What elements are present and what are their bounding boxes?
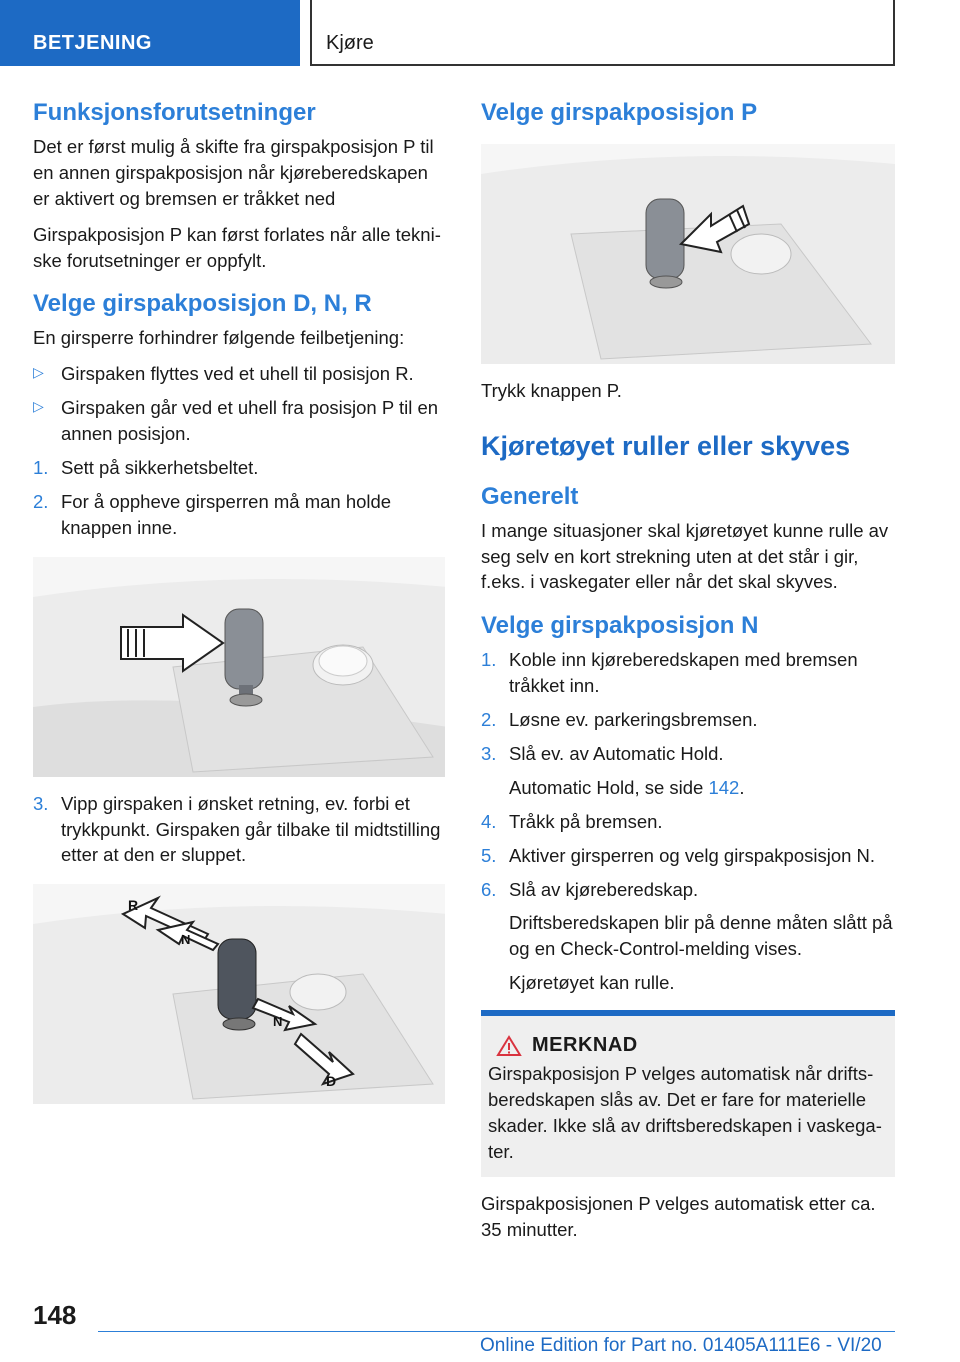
header-section-tab: BETJENING [0, 0, 300, 66]
bullet-item [33, 361, 445, 387]
step-text: Løsne ev. parkeringsbremsen. [509, 709, 758, 731]
step-number: 2. [33, 490, 49, 512]
heading-vehicle-rolls: Kjøretøyet ruller eller skyves [481, 430, 851, 461]
heading-general: Generelt [481, 482, 579, 510]
heading-select-n: Velge girspakposisjon N [481, 612, 759, 640]
step-number: 1. [481, 649, 497, 671]
page-number: 148 [33, 1300, 77, 1330]
bullet-text: Girspaken går ved et uhell fra posisjon P til en annen posisjon. [61, 397, 439, 445]
notice-box [481, 1010, 895, 1177]
step-text: For å oppheve girsperren må man holde knappen inne. [61, 490, 392, 538]
heading-select-dnr: Velge girspakposisjon D, N, R [33, 290, 372, 318]
notice-text: Girspakposisjon P velges automatisk når driftsberedskapen slås av. Det er fare for materielle skader. Ikke slå av driftsberedskapen i vaskegater. [488, 1063, 882, 1162]
step-text: Slå av kjøreberedskap. [509, 878, 699, 900]
step-number: 2. [481, 709, 497, 731]
step-number: 5. [481, 844, 497, 866]
step-number: 4. [481, 810, 497, 832]
footer-edition: Online Edition for Part no. 01405A111E6 - VI/20 [480, 1335, 882, 1356]
step-text: Aktiver girsperren og velg girspakposisjon N. [509, 844, 876, 866]
step-item [481, 707, 895, 733]
illustration-gear-lever-unlock [33, 557, 445, 777]
step-item [33, 455, 445, 481]
notice-title: MERKNAD [532, 1034, 638, 1057]
paragraph-prereq-1: Det er først mulig å skifte fra girspakposisjon P til en annen girspakposisjon når kjøreberedskapen er aktivert og bremsen er tråkket ned [33, 136, 434, 209]
step-item [481, 741, 895, 767]
triangle-bullet-icon: ▷ [33, 364, 44, 381]
warning-triangle-icon [496, 1035, 522, 1057]
label-reverse: R [128, 897, 139, 914]
step-text: Vipp girspaken i ønsket retning, ev. forbi et trykkpunkt. Girspaken går tilbake til midtstilling etter at den er sluppet. [61, 792, 441, 866]
page-link[interactable]: 142 [708, 776, 740, 798]
step-item [33, 489, 445, 541]
label-neutral-down: N [273, 1014, 283, 1030]
step-item [481, 647, 895, 699]
step-subtext: Kjøretøyet kan rulle. [509, 972, 675, 994]
left-column [33, 98, 445, 1118]
step-text: Sett på sikkerhetsbeltet. [61, 457, 259, 479]
illustration-p-button [481, 144, 895, 364]
bullet-item [33, 395, 445, 447]
paragraph-gear-lock: En girsperre forhindrer følgende feilbetjening: [33, 327, 405, 349]
step-text: Koble inn kjøreberedskapen med bremsen tråkket inn. [509, 649, 858, 697]
step-number: 3. [33, 792, 49, 814]
step-item [481, 809, 895, 835]
step-number: 1. [33, 457, 49, 479]
label-neutral-up: N [181, 932, 191, 948]
header-chapter-title: Kjøre [310, 0, 895, 66]
heading-prerequisites: Funksjonsforutsetninger [33, 99, 316, 126]
step-subtext: Automatic Hold, se side 142. [509, 776, 745, 798]
step-item [481, 877, 895, 903]
step-text: Tråkk på bremsen. [509, 810, 663, 832]
paragraph-auto-p: Girspakposisjonen P velges automatisk etter ca. 35 minutter. [481, 1192, 876, 1240]
step-text: Slå ev. av Automatic Hold. [509, 742, 724, 764]
bullet-text: Girspaken flyttes ved et uhell til posisjon R. [61, 363, 414, 385]
step-number: 6. [481, 878, 497, 900]
notice-header [496, 1034, 885, 1057]
illustration-gear-directions [33, 884, 445, 1104]
paragraph-general: I mange situasjoner skal kjøretøyet kunne rulle av seg selv en kort strekning uten at det står i gir, f.eks. i vaskegater eller når det skal skyves. [481, 519, 889, 593]
step-subtext: Driftsberedskapen blir på denne måten slått på og en Check-Control-melding vises. [509, 912, 893, 960]
label-drive: D [326, 1073, 337, 1090]
paragraph-prereq-2: Girspakposisjon P kan først forlates når alle tekniske forutsetninger er oppfylt. [33, 223, 441, 271]
step-item [33, 791, 445, 869]
footer-divider [98, 1331, 895, 1332]
right-column [481, 98, 895, 1252]
paragraph-press-p: Trykk knappen P. [481, 380, 622, 401]
triangle-bullet-icon: ▷ [33, 398, 44, 415]
step-number: 3. [481, 742, 497, 764]
heading-select-p: Velge girspakposisjon P [481, 99, 758, 126]
step-item [481, 843, 895, 869]
cross-reference-text: Automatic Hold, se side [509, 776, 709, 798]
